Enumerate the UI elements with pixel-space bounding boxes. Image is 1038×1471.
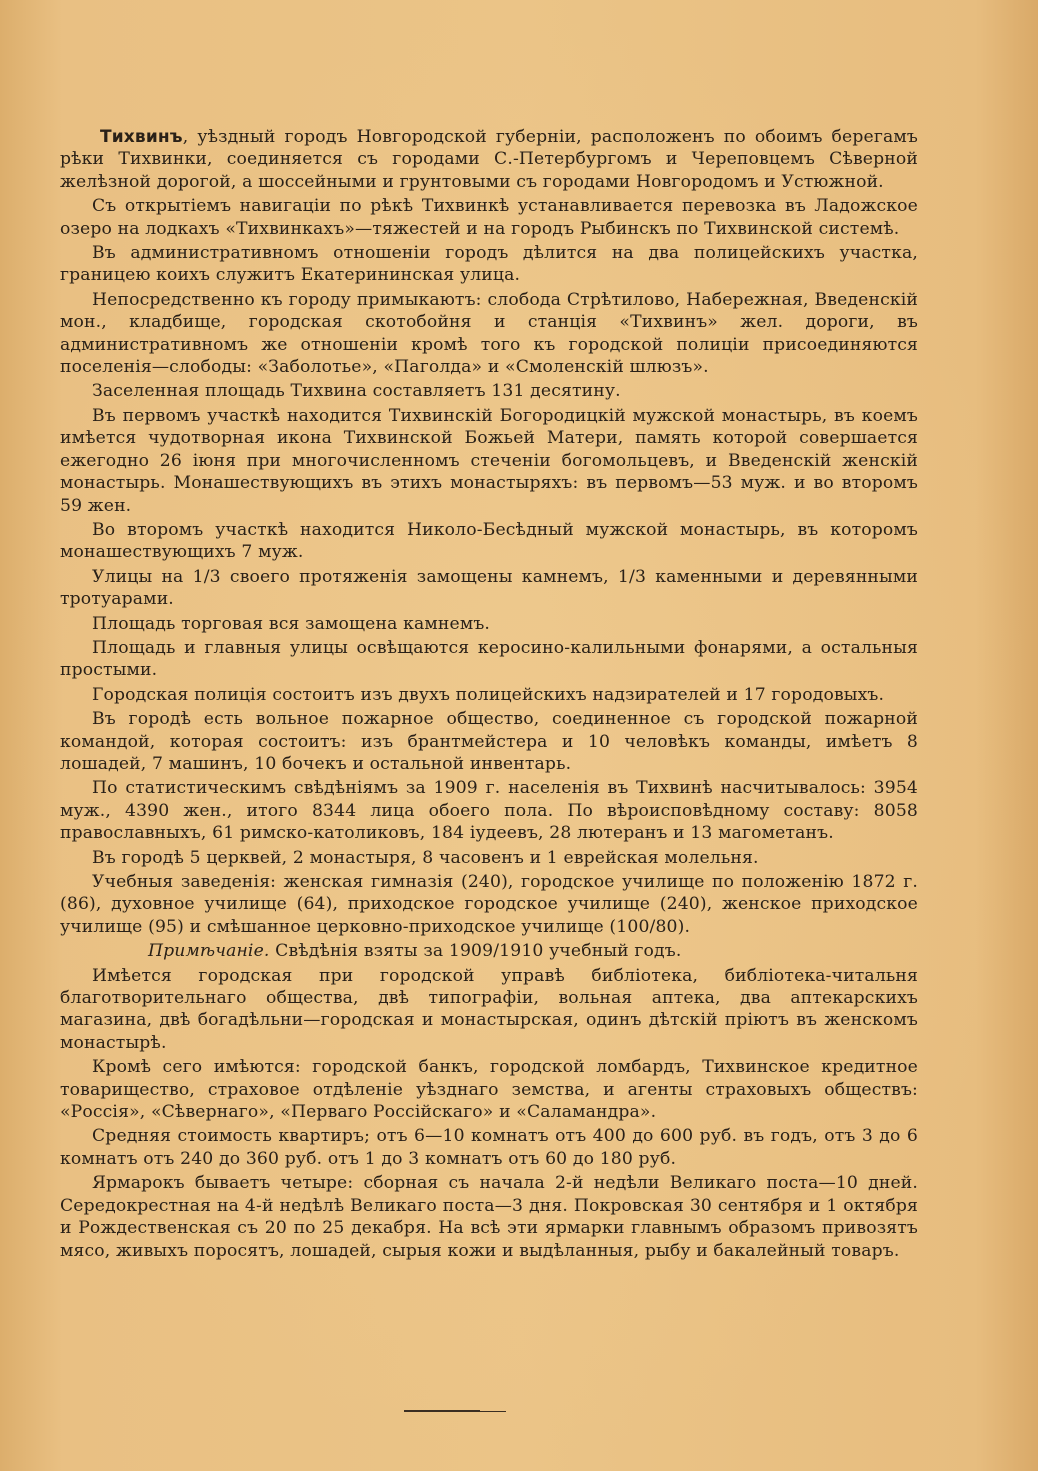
paragraph-schools: Учебныя заведенія: женская гимназія (240), городское училище по положенію 1872 г. (86), духовное училище (64), приходское городское училище (240), женское приходское училище (95) и смѣшанное церковно-приходское училище (100/80). — [60, 872, 918, 937]
town-name-heading: Тихвинъ — [100, 127, 183, 147]
paragraph-market-square: Площадь торговая вся замощена камнемъ. — [92, 613, 491, 634]
paragraph-second-district: Во второмъ участкѣ находится Николо-Бесѣдный мужской монастырь, въ которомъ монашествующихъ 7 муж. — [60, 519, 918, 563]
paragraph-libraries: Имѣется городская при городской управѣ библіотека, библіотека-читальня благотворительнаго общества, двѣ типографіи, вольная аптека, два аптекарскихъ магазина, двѣ богадѣльни—городская и монастырская, одинъ дѣтскій пріютъ въ женскомъ монастырѣ. — [60, 965, 918, 1053]
closing-rule — [404, 1410, 480, 1412]
paragraph-first-district: Въ первомъ участкѣ находится Тихвинскій Богородицкій мужской монастырь, въ коемъ имѣется чудотворная икона Тихвинской Божьей Матери, память которой совершается ежегодно 26 іюня при многочисленномъ стеченіи богомольцевъ, и Введенскій женскій монастырь. Монашествующихъ въ этихъ монастыряхъ: въ первомъ—53 муж. и во второмъ 59 жен. — [60, 405, 918, 516]
paragraph-fire-brigade: Въ городѣ есть вольное пожарное общество, соединенное съ городской пожарной командой, которая состоитъ: изъ брантмейстера и 10 человѣкъ команды, имѣетъ 8 лошадей, 7 машинъ, 10 бочекъ и остальной инвентарь. — [60, 709, 918, 774]
paragraph-churches: Въ городѣ 5 церквей, 2 монастыря, 8 часовенъ и 1 еврейская молельня. — [92, 847, 759, 868]
paragraph-lighting: Площадь и главныя улицы освѣщаются керосино-калильными фонарями, а остальныя простыми. — [60, 637, 918, 681]
paragraph-police: Городская полиція состоитъ изъ двухъ полицейскихъ надзирателей и 17 городовыхъ. — [92, 684, 885, 705]
note-label: Примѣчаніе. — [148, 941, 270, 962]
footnote — [60, 940, 918, 962]
paragraph-rent: Средняя стоимость квартиръ; отъ 6—10 комнатъ отъ 400 до 600 руб. въ годъ, отъ 3 до 6 комнатъ отъ 240 до 360 руб. отъ 1 до 3 комнатъ отъ 60 до 180 руб. — [60, 1126, 918, 1169]
paragraph-navigation: Съ открытіемъ навигаціи по рѣкѣ Тихвинкѣ устанавливается перевозка въ Ладожское озеро на лодкахъ «Тихвинкахъ»—тяжестей и на городъ Рыбинскъ по Тихвинской системѣ. — [60, 196, 918, 239]
paragraph-streets: Улицы на 1/3 своего протяженія замощены камнемъ, 1/3 каменными и деревянными тротуарами. — [60, 566, 918, 610]
closing-rule-tail — [480, 1411, 506, 1412]
paragraph-text: уѣздный городъ Новгородской губерніи, расположенъ по обоимъ берегамъ рѣки Тихвинки, соединяется съ городами С.-Петербургомъ и Череповцемъ Сѣверной желѣзной дорогой, а шоссейными и грунтовыми съ городами Новгородомъ и Устюжной. — [60, 127, 919, 192]
note-text: Свѣдѣнія взяты за 1909/1910 учебный годъ. — [275, 941, 682, 962]
paragraph-finance: Кромѣ сего имѣются: городской банкъ, городской ломбардъ, Тихвинское кредитное товарищество, страховое отдѣленіе уѣзднаго земства, и агенты страховыхъ обществъ: «Россія», «Сѣвернаго», «Перваго Россійскаго» и «Саламандра». — [60, 1057, 918, 1123]
paragraph-fairs: Ярмарокъ бываетъ четыре: сборная съ начала 2-й недѣли Великаго поста—10 дней. Середокрестная на 4-й недѣлѣ Великаго поста—3 дня. Покровская 30 сентября и 1 октября и Рождественская съ 20 по 25 декабря. На всѣ эти ярмарки главнымъ образомъ привозятъ мясо, живыхъ поросятъ, лошадей, сырыя кожи и выдѣланныя, рыбу и бакалейный товаръ. — [60, 1173, 918, 1261]
document-body — [60, 126, 918, 1264]
paragraph-area: Заселенная площадь Тихвина составляетъ 131 десятину. — [92, 381, 621, 402]
paragraph-suburbs: Непосредственно къ городу примыкаютъ: слобода Стрѣтилово, Набережная, Введенскій мон., кладбище, городская скотобойня и станція «Тихвинъ» жел. дороги, въ административномъ же отношеніи кромѣ того къ городской полиціи присоединяются поселенія—слободы: «Заболотье», «Паголда» и «Смоленскій шлюзъ». — [60, 289, 918, 378]
paragraph-population: По статистическимъ свѣдѣніямъ за 1909 г. населенія въ Тихвинѣ насчитывалось: 3954 муж., 4390 жен., итого 8344 лица обоего пола. По вѣроисповѣдному составу: 8058 православныхъ, 61 римско-католиковъ, 184 іудеевъ, 28 лютеранъ и 13 магометанъ. — [60, 778, 918, 844]
paragraph-administration: Въ административномъ отношеніи городъ дѣлится на два полицейскихъ участка, границею коихъ служитъ Екатерининская улица. — [60, 243, 918, 286]
paragraph-intro: Тихвинъ, уѣздный городъ Новгородской губерніи, расположенъ по обоимъ берегамъ рѣки Тихвинки, соединяется съ городами С.-Петербургомъ и Череповцемъ Сѣверной желѣзной дорогой, а шоссейными и грунтовыми съ городами Новгородомъ и Устюжной. — [60, 127, 919, 192]
